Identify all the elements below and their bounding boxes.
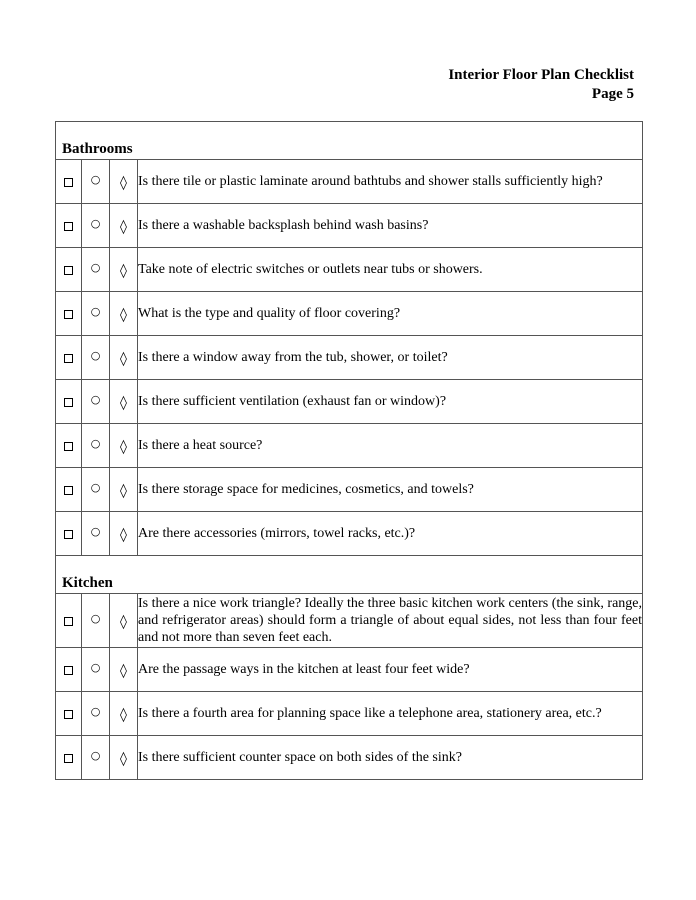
diamond-icon[interactable]: ◊ (120, 483, 127, 499)
section-title: Bathrooms (62, 141, 133, 157)
section-header-row (56, 122, 643, 160)
checklist-row (56, 204, 643, 248)
checklist-table (55, 121, 643, 780)
checkbox-square-icon[interactable] (64, 178, 73, 187)
checkbox-square-icon[interactable] (64, 266, 73, 275)
diamond-icon[interactable]: ◊ (120, 395, 127, 411)
checklist-row (56, 692, 643, 736)
checkbox-square-icon[interactable] (64, 310, 73, 319)
page-header (448, 66, 634, 104)
diamond-icon[interactable]: ◊ (120, 614, 127, 630)
diamond-icon[interactable]: ◊ (120, 263, 127, 279)
circle-icon[interactable]: ○ (90, 217, 101, 230)
circle-icon[interactable]: ○ (90, 749, 101, 762)
checklist-row (56, 248, 643, 292)
checklist-row (56, 336, 643, 380)
checklist-row (56, 594, 643, 648)
diamond-icon[interactable]: ◊ (120, 439, 127, 455)
diamond-icon[interactable]: ◊ (120, 663, 127, 679)
checklist-row (56, 512, 643, 556)
checklist-row (56, 468, 643, 512)
checklist-body (56, 122, 643, 780)
circle-icon[interactable]: ○ (90, 173, 101, 186)
checkbox-square-icon[interactable] (64, 666, 73, 675)
checkbox-square-icon[interactable] (64, 486, 73, 495)
checkbox-square-icon[interactable] (64, 222, 73, 231)
checklist-row (56, 160, 643, 204)
diamond-icon[interactable]: ◊ (120, 751, 127, 767)
diamond-icon[interactable]: ◊ (120, 351, 127, 367)
checkbox-square-icon[interactable] (64, 617, 73, 626)
document-title: Interior Floor Plan Checklist (448, 67, 634, 83)
question-text: Is there a window away from the tub, shower, or toilet? (138, 336, 643, 380)
circle-icon[interactable]: ○ (90, 612, 101, 625)
diamond-icon[interactable]: ◊ (120, 175, 127, 191)
question-text: Take note of electric switches or outlets near tubs or showers. (138, 248, 643, 292)
circle-icon[interactable]: ○ (90, 305, 101, 318)
circle-icon[interactable]: ○ (90, 705, 101, 718)
circle-icon[interactable]: ○ (90, 349, 101, 362)
page-number: Page 5 (591, 86, 634, 102)
question-text: Is there sufficient ventilation (exhaust fan or window)? (138, 380, 643, 424)
circle-icon[interactable]: ○ (90, 393, 101, 406)
diamond-icon[interactable]: ◊ (120, 707, 127, 723)
diamond-icon[interactable]: ◊ (120, 307, 127, 323)
question-text: Is there a fourth area for planning space like a telephone area, stationery area, etc.? (138, 692, 643, 736)
checklist-row (56, 648, 643, 692)
checkbox-square-icon[interactable] (64, 754, 73, 763)
checklist-row (56, 736, 643, 780)
checklist-row (56, 380, 643, 424)
circle-icon[interactable]: ○ (90, 481, 101, 494)
checklist-row (56, 424, 643, 468)
question-text: Is there sufficient counter space on both sides of the sink? (138, 736, 643, 780)
question-text: Is there a nice work triangle? Ideally the three basic kitchen work centers (the sink, range, and refrigerator areas) should form a triangle of about equal sides, not less than four feet and not more than seven feet each. (138, 594, 643, 648)
section-title: Kitchen (62, 575, 113, 591)
question-text: What is the type and quality of floor covering? (138, 292, 643, 336)
question-text: Is there storage space for medicines, cosmetics, and towels? (138, 468, 643, 512)
circle-icon[interactable]: ○ (90, 661, 101, 674)
diamond-icon[interactable]: ◊ (120, 527, 127, 543)
circle-icon[interactable]: ○ (90, 525, 101, 538)
question-text: Is there a washable backsplash behind wash basins? (138, 204, 643, 248)
question-text: Are the passage ways in the kitchen at least four feet wide? (138, 648, 643, 692)
diamond-icon[interactable]: ◊ (120, 219, 127, 235)
checkbox-square-icon[interactable] (64, 442, 73, 451)
checkbox-square-icon[interactable] (64, 530, 73, 539)
circle-icon[interactable]: ○ (90, 261, 101, 274)
checkbox-square-icon[interactable] (64, 710, 73, 719)
checkbox-square-icon[interactable] (64, 354, 73, 363)
checklist-row (56, 292, 643, 336)
question-text: Is there a heat source? (138, 424, 643, 468)
question-text: Is there tile or plastic laminate around bathtubs and shower stalls sufficiently high? (138, 160, 643, 204)
question-text: Are there accessories (mirrors, towel racks, etc.)? (138, 512, 643, 556)
section-header-row (56, 556, 643, 594)
circle-icon[interactable]: ○ (90, 437, 101, 450)
checkbox-square-icon[interactable] (64, 398, 73, 407)
